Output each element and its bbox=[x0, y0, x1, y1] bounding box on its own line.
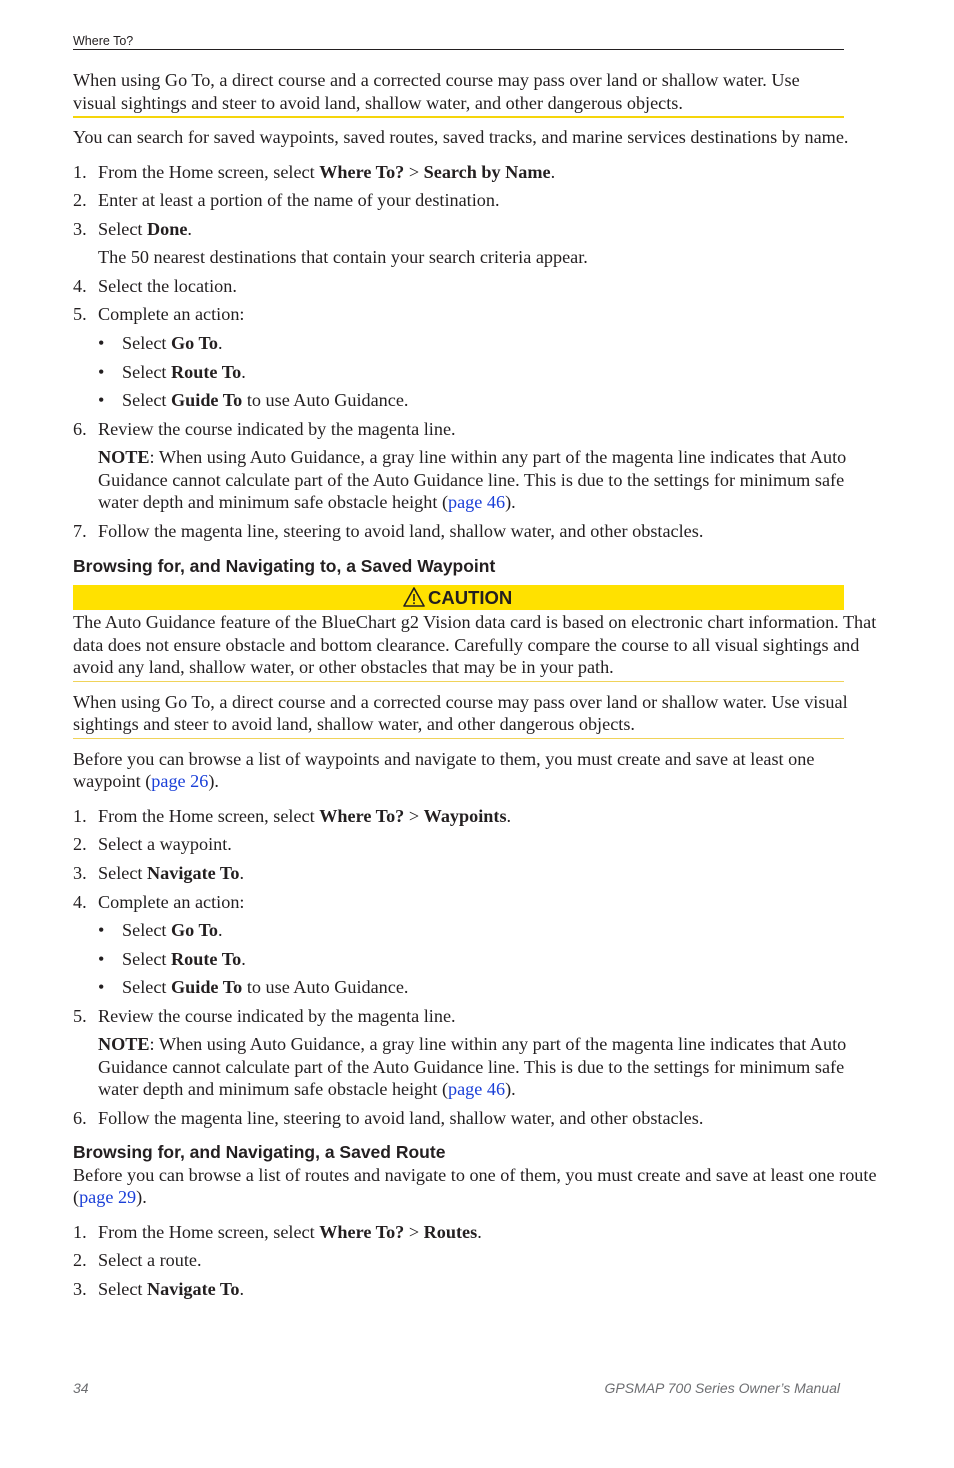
note-label: NOTE bbox=[98, 447, 150, 467]
search-intro: You can search for saved waypoints, saved routes, saved tracks, and marine services destinations by name. bbox=[73, 127, 849, 147]
warning-triangle-icon bbox=[403, 586, 425, 608]
intro-warning: When using Go To, a direct course and a corrected course may pass over land or shallow water. Use visual sightings and steer to avoid land, shallow water, and other dangerous objects. bbox=[73, 70, 800, 113]
search-step-3-note: The 50 nearest destinations that contain your search criteria appear. bbox=[98, 247, 588, 267]
menu-search-by-name: Search by Name bbox=[423, 162, 551, 182]
running-header bbox=[73, 34, 844, 50]
header-section-title: Where To? bbox=[73, 34, 134, 48]
caution-banner bbox=[73, 585, 844, 610]
manual-title: GPSMAP 700 Series Owner’s Manual bbox=[604, 1380, 840, 1396]
page-46-link[interactable]: page 46 bbox=[448, 492, 506, 512]
waypoint-warning-divider bbox=[73, 738, 844, 739]
menu-done: Done bbox=[147, 219, 188, 239]
warning-divider bbox=[73, 116, 844, 118]
page-29-link[interactable]: page 29 bbox=[79, 1187, 137, 1207]
page-number: 34 bbox=[73, 1380, 89, 1396]
caution-divider bbox=[73, 681, 844, 682]
menu-where-to: Where To? bbox=[319, 162, 405, 182]
caution-label: CAUTION bbox=[428, 587, 513, 608]
page-26-link[interactable]: page 26 bbox=[151, 771, 209, 791]
page-46-link[interactable]: page 46 bbox=[448, 1079, 506, 1099]
waypoint-section-heading: Browsing for, and Navigating to, a Saved Waypoint bbox=[73, 556, 496, 576]
route-section-heading: Browsing for, and Navigating, a Saved Route bbox=[73, 1142, 446, 1162]
